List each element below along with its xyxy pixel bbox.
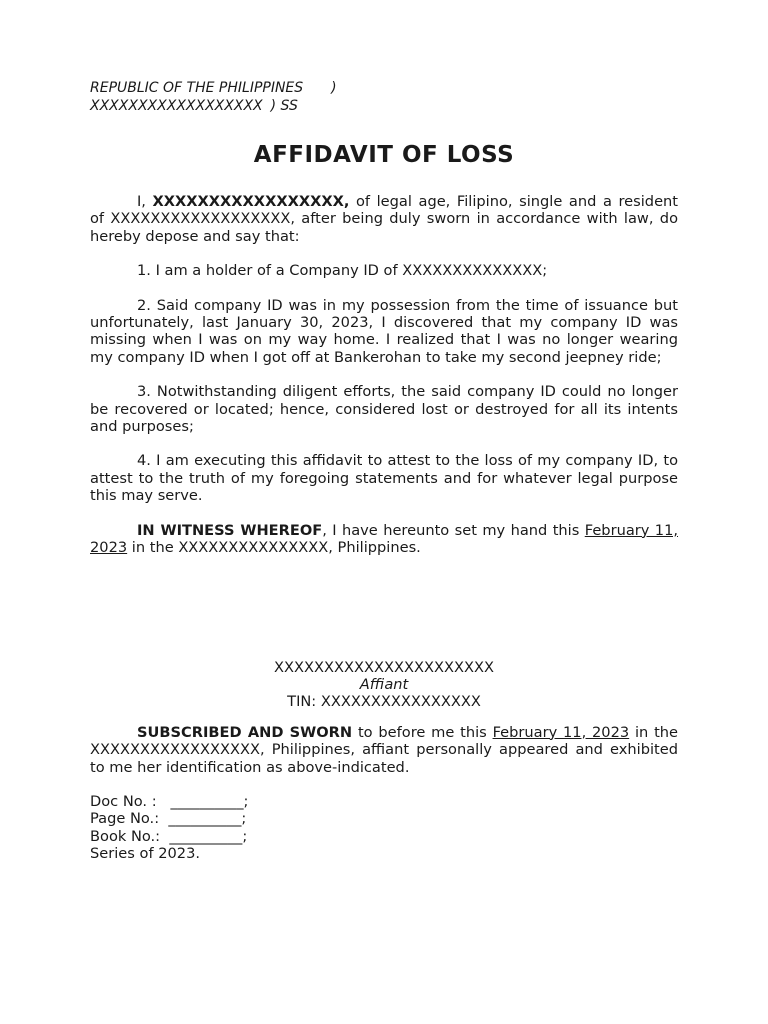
- witness-mid: , I have hereunto set my hand this: [322, 521, 580, 539]
- witness-lead: IN WITNESS WHEREOF: [137, 521, 323, 539]
- intro-paragraph: [90, 193, 678, 245]
- affiant-name: XXXXXXXXXXXXXXXXXXXXXX: [274, 658, 494, 676]
- jurat-mid: to before me this: [357, 723, 487, 741]
- venue-line-2: [90, 98, 678, 116]
- notary-doc-no: Doc No. : __________;: [90, 792, 249, 810]
- jurat-tail: in the XXXXXXXXXXXXXXXXX, Philippines, affiant personally appeared and exhibited to me her identification as above-indicated.: [90, 723, 679, 776]
- document-title: AFFIDAVIT OF LOSS: [253, 142, 515, 168]
- affiant-tin: TIN: XXXXXXXXXXXXXXXX: [287, 693, 481, 711]
- witness-paragraph: [90, 522, 678, 557]
- intro-lead: I,: [137, 193, 146, 210]
- witness-tail: in the XXXXXXXXXXXXXXX, Philippines.: [131, 539, 421, 557]
- venue-city: XXXXXXXXXXXXXXXXXX: [90, 97, 263, 114]
- venue-paren-1: ): [331, 80, 337, 96]
- venue-ss: ) SS: [270, 97, 298, 114]
- paragraph-2: 2. Said company ID was in my possession from the time of issuance but unfortunately, last January 30, 2023, I discovered that my company ID was missing when I was on my way home. I realized that I was no longer wearing my company ID when I got off at Bankerohan to take my second jeepney ride;: [90, 296, 678, 366]
- notary-details: [90, 793, 678, 863]
- notary-series: Series of 2023.: [90, 845, 201, 863]
- jurat-lead: SUBSCRIBED AND SWORN: [137, 723, 353, 741]
- jurat-paragraph: [90, 724, 678, 776]
- venue-country: REPUBLIC OF THE PHILIPPINES: [90, 80, 304, 96]
- venue-block: [90, 80, 678, 115]
- paragraph-1: 1. I am a holder of a Company ID of XXXXXXXXXXXXXX;: [137, 262, 548, 280]
- venue-line-1: [90, 80, 678, 98]
- intro-text: of legal age, Filipino, single and a resident of XXXXXXXXXXXXXXXXXX, after being duly sworn in accordance with law, do hereby depose and say that:: [90, 193, 679, 245]
- affiant-signature-block: [90, 659, 678, 711]
- witness-date: February 11, 2023: [90, 521, 679, 557]
- notary-book-no: Book No.: __________;: [90, 827, 248, 845]
- paragraph-4: 4. I am executing this affidavit to attest to the loss of my company ID, to attest to the truth of my foregoing statements and for whatever legal purpose this may serve.: [90, 452, 678, 505]
- jurat-date: February 11, 2023: [492, 723, 630, 741]
- paragraph-3: 3. Notwithstanding diligent efforts, the said company ID could no longer be recovered or located; hence, considered lost or destroyed for all its intents and purposes;: [90, 383, 678, 436]
- affiant-role: Affiant: [359, 675, 409, 693]
- notary-page-no: Page No.: __________;: [90, 810, 247, 828]
- affiant-name-inline: XXXXXXXXXXXXXXXXX,: [152, 193, 350, 210]
- affidavit-page: [90, 80, 678, 863]
